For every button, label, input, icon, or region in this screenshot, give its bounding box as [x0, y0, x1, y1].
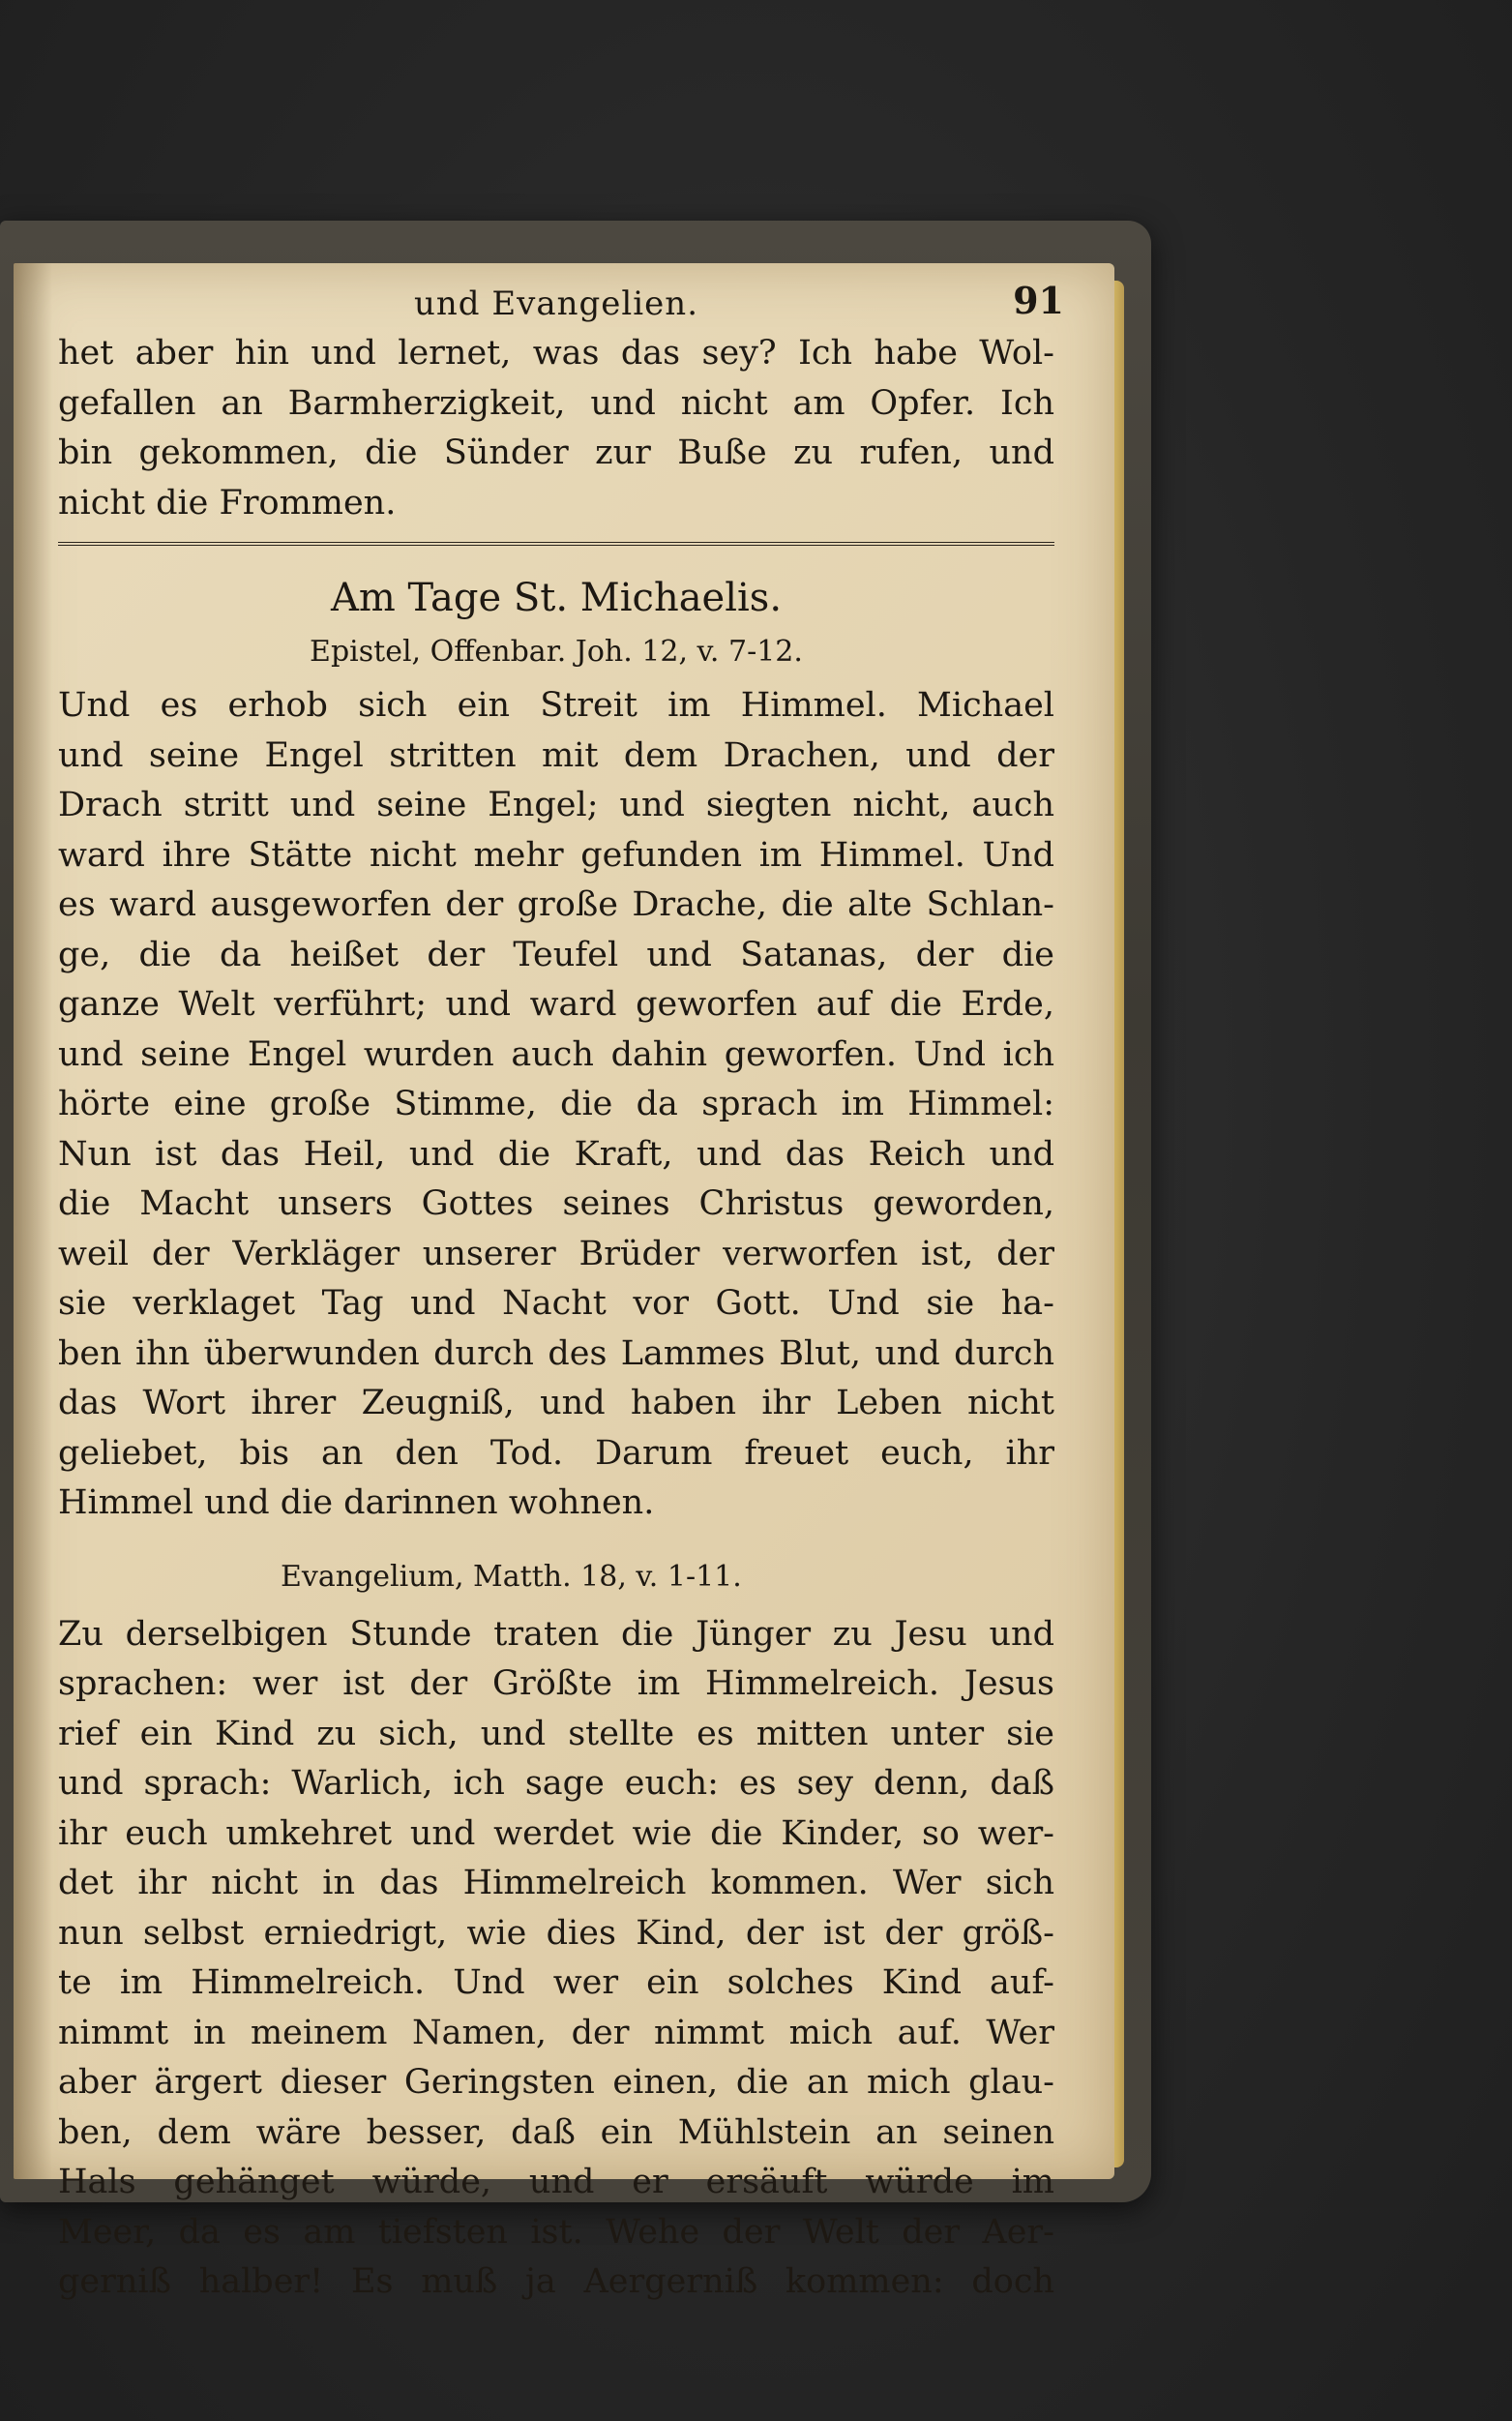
text-line: ihr euch umkehret und werdet wie die Kinder, so wer- [58, 1813, 1054, 1853]
text-line: und sprach: Warlich, ich sage euch: es sey denn, daß [58, 1764, 1054, 1803]
text-line: aber ärgert dieser Geringsten einen, die an mich glau- [58, 2063, 1054, 2102]
text-line: und seine Engel stritten mit dem Drachen, und der [58, 735, 1054, 775]
gospel-paragraph [58, 1610, 1054, 2308]
text-line: Hals gehänget würde, und er ersäuft würde im [58, 2163, 1054, 2201]
text-line: das Wort ihrer Zeugniß, und haben ihr Leben nicht [58, 1384, 1054, 1422]
text-line: gerniß halber! Es muß ja Aergerniß kommen: doch [58, 2262, 1054, 2301]
text-line: ben, dem wäre besser, daß ein Mühlstein an seinen [58, 2112, 1054, 2152]
section-heading: Am Tage St. Michaelis. [330, 576, 783, 620]
text-line: nicht die Frommen. [58, 483, 397, 523]
text-line: nimmt in meinem Namen, der nimmt mich auf. Wer [58, 2013, 1054, 2052]
section-divider [58, 542, 1054, 546]
text-line: Meer, da es am tiefsten ist. Wehe der Welt der Aer- [58, 2212, 1054, 2252]
text-line: ganze Welt verführt; und ward geworfen auf die Erde, [58, 985, 1054, 1024]
text-line: ben ihn überwunden durch des Lammes Blut, und durch [58, 1333, 1054, 1373]
text-line: hörte eine große Stimme, die da sprach im Himmel: [58, 1085, 1054, 1123]
epistle-paragraph [58, 681, 1054, 1529]
text-line: ward ihre Stätte nicht mehr gefunden im Himmel. Und [58, 835, 1054, 875]
text-line: sprachen: wer ist der Größte im Himmelreich. Jesus [58, 1664, 1054, 1703]
text-line: det ihr nicht in das Himmelreich kommen. Wer sich [58, 1864, 1054, 1902]
text-line: es ward ausgeworfen der große Drache, die alte Schlan- [58, 885, 1054, 924]
epistle-reference: Epistel, Offenbar. Joh. 12, v. 7-12. [310, 635, 803, 669]
intro-paragraph [58, 329, 1054, 528]
text-line: Zu derselbigen Stunde traten die Jünger zu Jesu und [58, 1614, 1054, 1654]
text-line: rief ein Kind zu sich, und stellte es mitten unter sie [58, 1714, 1054, 1753]
text-line: ge, die da heißet der Teufel und Satanas, der die [58, 935, 1054, 974]
text-line: weil der Verkläger unserer Brüder verworfen ist, der [58, 1234, 1054, 1273]
running-head-title: und Evangelien. [413, 284, 699, 323]
text-line: und seine Engel wurden auch dahin geworfen. Und ich [58, 1034, 1054, 1074]
text-line: Drach stritt und seine Engel; und siegten nicht, auch [58, 786, 1054, 824]
text-line: nun selbst erniedrigt, wie dies Kind, der ist der größ- [58, 1913, 1054, 1953]
spine-shadow [14, 263, 52, 2179]
page-text-column [58, 279, 1064, 2308]
text-line: Himmel und die darinnen wohnen. [58, 1483, 655, 1522]
text-line: te im Himmelreich. Und wer ein solches Kind auf- [58, 1963, 1054, 2002]
text-line: bin gekommen, die Sünder zur Buße zu rufen, und [58, 433, 1054, 472]
text-line: sie verklaget Tag und Nacht vor Gott. Und sie ha- [58, 1284, 1054, 1323]
running-head [58, 279, 1064, 329]
text-line: het aber hin und lernet, was das sey? Ich habe Wol- [58, 334, 1054, 373]
text-line: geliebet, bis an den Tod. Darum freuet euch, ihr [58, 1433, 1054, 1473]
text-line: Und es erhob sich ein Streit im Himmel. Michael [58, 686, 1054, 725]
gospel-reference: Evangelium, Matth. 18, v. 1-11. [281, 1559, 742, 1594]
text-line: die Macht unsers Gottes seines Christus geworden, [58, 1184, 1054, 1223]
page-number: 91 [1013, 279, 1064, 322]
text-line: gefallen an Barmherzigkeit, und nicht am Opfer. Ich [58, 383, 1054, 423]
text-line: Nun ist das Heil, und die Kraft, und das Reich und [58, 1134, 1054, 1174]
